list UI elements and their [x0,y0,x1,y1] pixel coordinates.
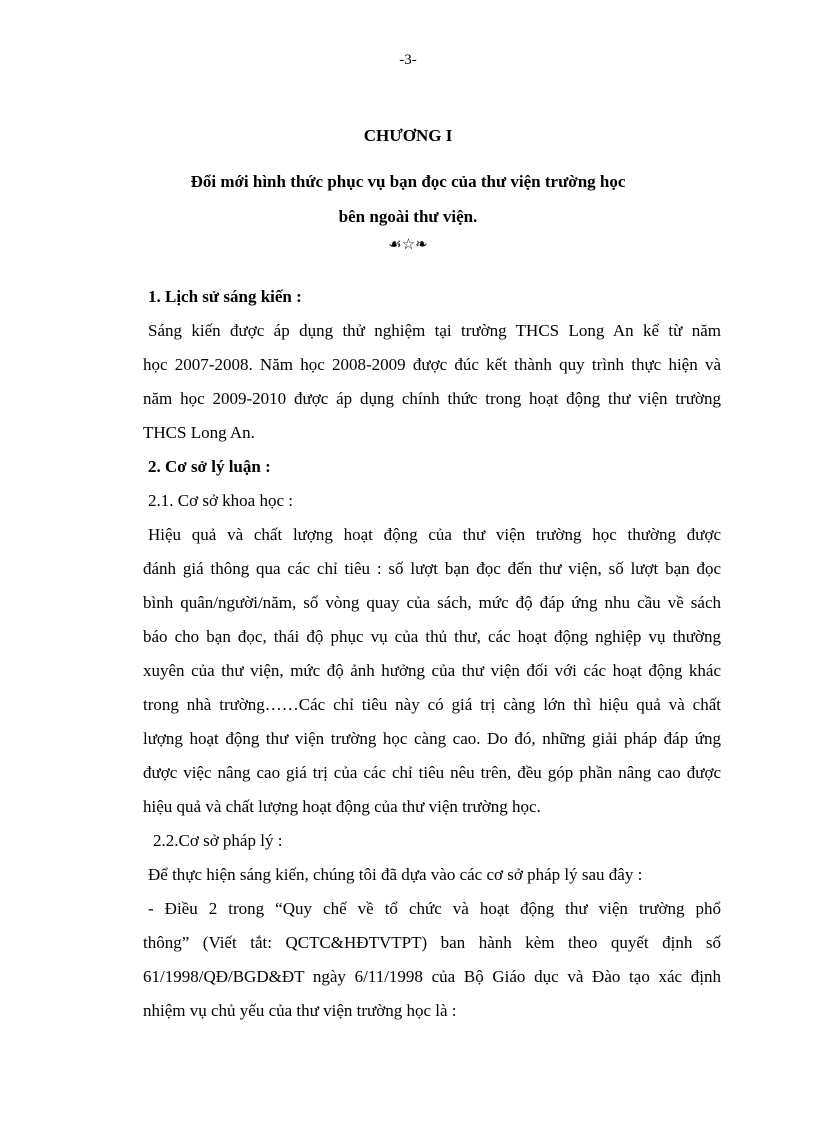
paragraph-line: xuyên của thư viện, mức độ ảnh hưởng của thư viện đối với các hoạt động khác [143,661,721,680]
paragraph-line: Hiệu quả và chất lượng hoạt động của thư viện trường học thường được [148,525,721,544]
paragraph-line: hiệu quả và chất lượng hoạt động của thư viện trường học. [143,797,541,816]
paragraph-line: bình quân/người/năm, số vòng quay của sách, mức độ đáp ứng nhu cầu về sách [143,593,721,612]
subsection-heading-legal: 2.2.Cơ sở pháp lý : [153,831,283,850]
paragraph-line: năm học 2009-2010 được áp dụng chính thức trong hoạt động thư viện trường [143,389,721,408]
paragraph-line: được việc nâng cao giá trị của các chỉ tiêu nêu trên, đều góp phần nâng cao được [143,763,721,782]
paragraph-line: trong nhà trường……Các chỉ tiêu này có giá trị càng lớn thì hiệu quả và chất [143,695,721,714]
chapter-title-line-2: bên ngoài thư viện. [338,207,478,226]
paragraph-line: THCS Long An. [143,423,255,442]
paragraph-line: - Điều 2 trong “Quy chế về tổ chức và hoạt động thư viện trường phổ [148,899,721,918]
section-heading-theory: 2. Cơ sở lý luận : [148,457,271,476]
ornament-divider: ☙☆❧ [388,237,428,253]
paragraph-line: Để thực hiện sáng kiến, chúng tôi đã dựa vào các cơ sở pháp lý sau đây : [148,865,643,884]
paragraph-line: lượng hoạt động thư viện trường học càng cao. Do đó, những giải pháp đáp ứng [143,729,721,748]
paragraph-line: học 2007-2008. Năm học 2008-2009 được đúc kết thành quy trình thực hiện và [143,355,721,374]
paragraph-line: Sáng kiến được áp dụng thử nghiệm tại trường THCS Long An kể từ năm [148,321,721,340]
chapter-title-line-1: Đổi mới hình thức phục vụ bạn đọc của thư viện trường học [190,172,626,191]
section-heading-history: 1. Lịch sử sáng kiến : [148,287,302,306]
paragraph-line: 61/1998/QĐ/BGD&ĐT ngày 6/11/1998 của Bộ Giáo dục và Đào tạo xác định [143,967,721,986]
subsection-heading-science: 2.1. Cơ sở khoa học : [148,491,293,510]
paragraph-line: báo cho bạn đọc, thái độ phục vụ của thủ thư, các hoạt động nghiệp vụ thường [143,627,721,646]
page-number: -3- [399,52,417,68]
chapter-heading: CHƯƠNG I [363,126,453,145]
paragraph-line: thông” (Viết tắt: QCTC&HĐTVTPT) ban hành kèm theo quyết định số [143,933,721,952]
paragraph-line: đánh giá thông qua các chỉ tiêu : số lượt bạn đọc đến thư viện, số lượt bạn đọc [143,559,721,578]
paragraph-line: nhiệm vụ chủ yếu của thư viện trường học là : [143,1001,457,1020]
